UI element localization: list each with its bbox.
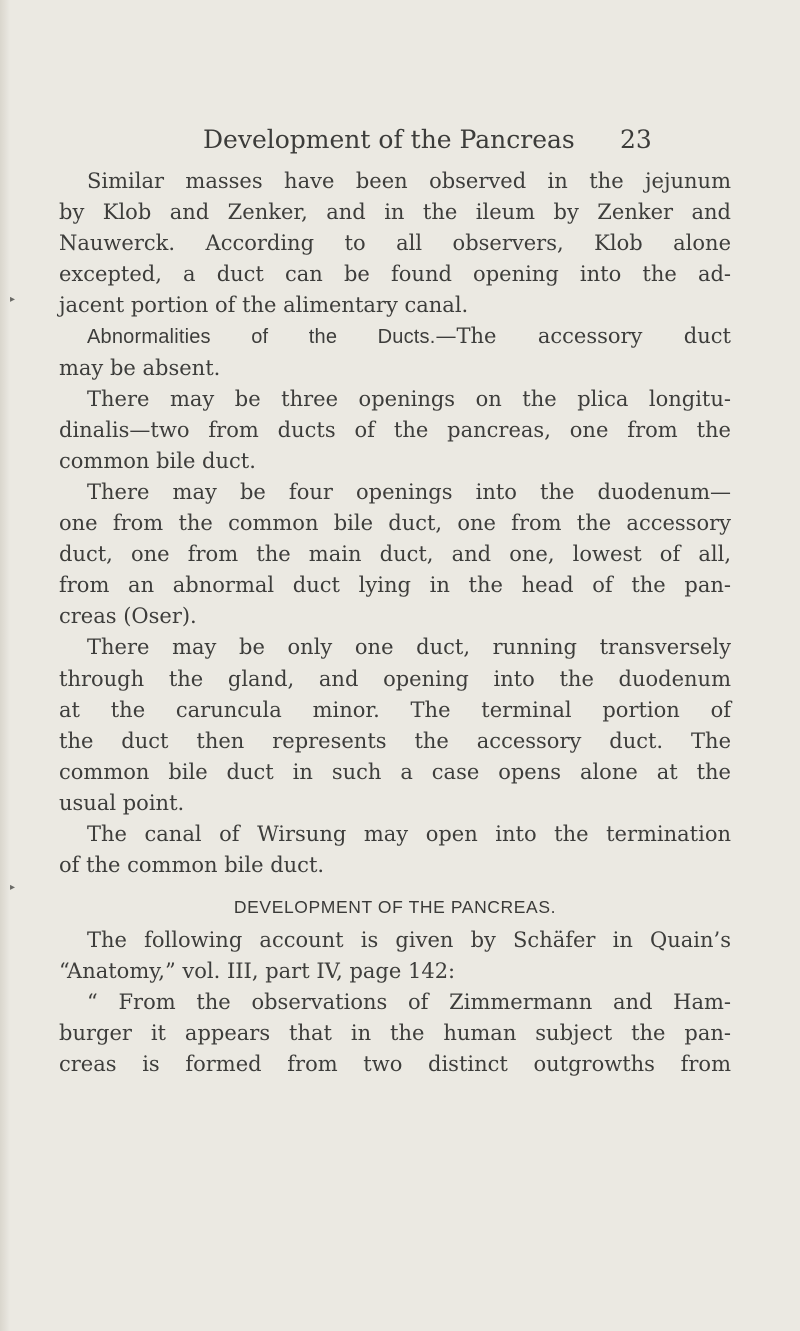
text-line: There may be four openings into the duodenum—: [87, 479, 731, 504]
paragraph-block-bottom: [59, 925, 731, 1080]
text-line: the duct then represents the accessory duct. The: [59, 728, 731, 753]
text-line: through the gland, and opening into the duodenum: [59, 666, 731, 691]
text-line: dinalis—two from ducts of the pancreas, one from the: [59, 417, 731, 442]
text-line: by Klob and Zenker, and in the ileum by Zenker and: [59, 200, 731, 225]
text-line: There may be three openings on the plica longitu-: [87, 386, 731, 411]
abnormalities-heading: Abnormalities of the Ducts.: [87, 326, 436, 349]
text-line: “Anatomy,” vol. III, part IV, page 142:: [59, 959, 456, 984]
text-line: creas is formed from two distinct outgrowths from: [59, 1052, 731, 1077]
margin-mark: ▸: [10, 294, 16, 305]
text-line: There may be only one duct, running transversely: [87, 635, 731, 660]
text-line: of the common bile duct.: [59, 853, 325, 878]
text-line: “ From the observations of Zimmermann and Ham-: [87, 990, 731, 1015]
abnormalities-line: [59, 321, 731, 352]
text-line: Nauwerck. According to all observers, Klob alone: [59, 231, 731, 256]
running-head: [60, 125, 800, 165]
text-line: at the caruncula minor. The terminal portion of: [59, 697, 731, 722]
paragraph-block-mid: [59, 384, 731, 882]
text-line: The canal of Wirsung may open into the termination: [87, 821, 731, 846]
running-title: Development of the Pancreas: [203, 125, 575, 154]
page-number: 23: [620, 125, 652, 154]
margin-mark: ▸: [10, 882, 16, 893]
text-line: from an abnormal duct lying in the head of the pan-: [59, 573, 731, 598]
body-text-upper: [59, 166, 731, 881]
section-heading: DEVELOPMENT OF THE PANCREAS.: [233, 897, 557, 917]
text-line: usual point.: [59, 790, 185, 815]
text-line: duct, one from the main duct, and one, lowest of all,: [59, 542, 731, 567]
text-line: burger it appears that in the human subject the pan-: [59, 1021, 731, 1046]
text-line: common bile duct.: [59, 448, 256, 473]
text-line: creas (Oser).: [59, 604, 197, 629]
abnormalities-continuation: may be absent.: [59, 355, 221, 380]
paragraph-block-top: [59, 166, 731, 321]
text-line: The following account is given by Schäfer in Quain’s: [87, 928, 731, 952]
text-line: jacent portion of the alimentary canal.: [59, 293, 469, 318]
text-line: one from the common bile duct, one from the accessory: [59, 511, 731, 536]
text-line: common bile duct in such a case opens alone at the: [59, 759, 731, 784]
text-line: excepted, a duct can be found opening into the ad-: [59, 262, 731, 287]
abnormalities-rest: —The accessory duct: [435, 324, 731, 349]
page-edge-shadow: [0, 0, 10, 1331]
body-text-lower: [59, 925, 731, 1080]
text-line: Similar masses have been observed in the jejunum: [87, 169, 731, 193]
